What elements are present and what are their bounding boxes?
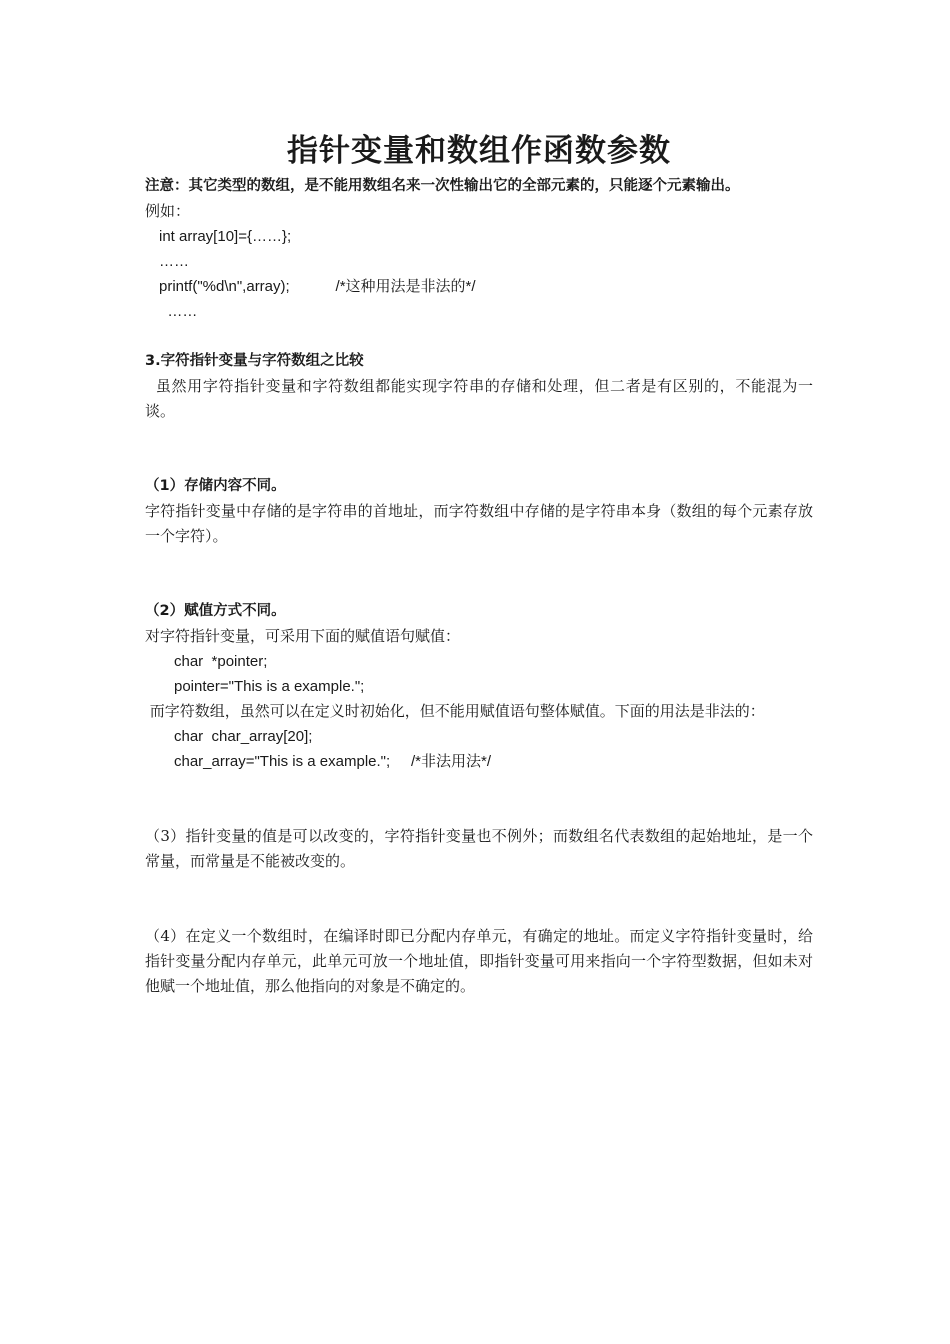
section3-intro: 虽然用字符指针变量和字符数组都能实现字符串的存储和处理，但二者是有区别的，不能混为一谈。 (145, 377, 813, 420)
point2-text2: 而字符数组，虽然可以在定义时初始化，但不能用赋值语句整体赋值。下面的用法是非法的： (145, 702, 765, 720)
point2-heading: （2）赋值方式不同。 (145, 603, 286, 619)
point2-code-line: char char_array[20]; (174, 728, 313, 745)
document-body (145, 128, 813, 999)
example-code-line: …… (159, 303, 198, 320)
example-code-line: …… (159, 253, 189, 270)
point1-heading: （1）存储内容不同。 (145, 478, 286, 494)
section3-heading: 3.字符指针变量与字符数组之比较 (145, 353, 364, 369)
point2-code-line: pointer="This is a example."; (174, 678, 365, 695)
example-code-line: int array[10]={……}; (159, 228, 292, 245)
spacer (145, 324, 813, 349)
point1-text: 字符指针变量中存储的是字符串的首地址，而字符数组中存储的是字符串本身（数组的每个元素存放一个字符）。 (145, 502, 813, 545)
spacer (145, 424, 813, 474)
point2-text1: 对字符指针变量，可采用下面的赋值语句赋值： (145, 627, 461, 645)
point3-text: （3）指针变量的值是可以改变的，字符指针变量也不例外；而数组名代表数组的起始地址，是一个常量，而常量是不能被改变的。 (145, 827, 813, 870)
spacer (145, 549, 813, 599)
note-paragraph: 注意：其它类型的数组，是不能用数组名来一次性输出它的全部元素的，只能逐个元素输出。 (145, 178, 740, 194)
page-title: 指针变量和数组作函数参数 (287, 133, 671, 169)
point2-code-line: char_array="This is a example."; /*非法用法*/ (174, 753, 491, 770)
example-label: 例如： (145, 202, 191, 220)
example-code-line: printf("%d\n",array); /*这种用法是非法的*/ (159, 278, 476, 295)
point4-text: （4）在定义一个数组时，在编译时即已分配内存单元，有确定的地址。而定义字符指针变量时，给指针变量分配内存单元，此单元可放一个地址值，即指针变量可用来指向一个字符型数据，但如未对他赋一个地址值，那么他指向的对象是不确定的。 (145, 927, 813, 995)
spacer (145, 774, 813, 824)
point2-code-line: char *pointer; (174, 653, 268, 670)
spacer (145, 874, 813, 924)
